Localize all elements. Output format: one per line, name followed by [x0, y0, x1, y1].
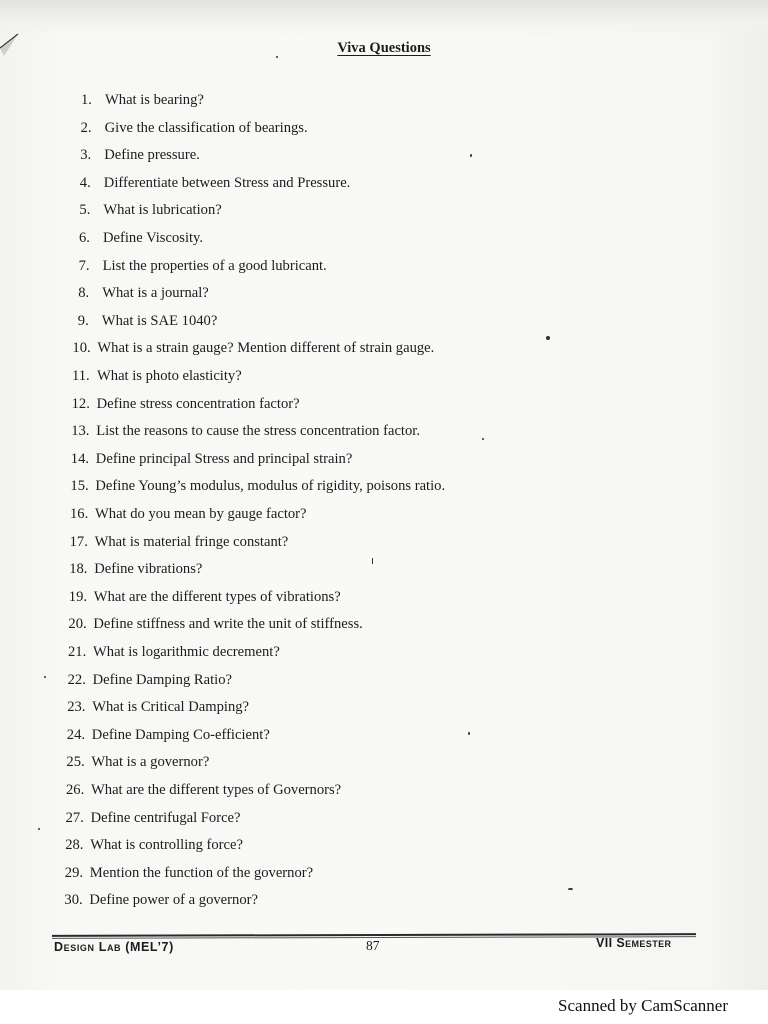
question-text: What is a strain gauge? Mention different of strain gauge. — [97, 340, 435, 357]
scanner-watermark: Scanned by CamScanner — [558, 996, 728, 1015]
question-text: What are the different types of Governors? — [91, 782, 342, 798]
question-number: 6. — [79, 230, 90, 246]
question-number: 25. — [66, 754, 85, 771]
question-item — [78, 284, 209, 302]
question-number: 2. — [80, 119, 92, 136]
question-number: 7. — [78, 257, 90, 274]
question-number: 20. — [68, 616, 87, 633]
question-item — [68, 671, 232, 689]
question-item — [79, 201, 221, 219]
scan-speck — [276, 56, 278, 58]
question-number: 28. — [65, 837, 84, 854]
question-text: Define power of a governor? — [89, 892, 258, 909]
question-number: 27. — [65, 809, 84, 826]
question-text: What do you mean by gauge factor? — [95, 506, 307, 522]
footer-course-name: Design Lab (MEL’7) — [54, 940, 174, 954]
question-text: Define Young’s modulus, modulus of rigidity, poisons ratio. — [95, 478, 446, 495]
question-item — [71, 422, 420, 440]
scan-speck — [546, 336, 550, 340]
question-text: What is bearing? — [105, 92, 204, 108]
question-text: What is lubrication? — [103, 202, 222, 219]
question-number: 24. — [66, 726, 86, 743]
question-text: Differentiate between Stress and Pressure. — [103, 174, 351, 191]
question-number: 22. — [67, 671, 86, 688]
page-title-text: Viva Questions — [337, 40, 431, 56]
question-item — [80, 174, 351, 192]
question-item — [80, 146, 200, 164]
question-text: What are the different types of vibrations? — [93, 588, 341, 605]
question-text: What is SAE 1040? — [101, 312, 218, 329]
question-number: 5. — [79, 202, 91, 219]
question-item — [70, 477, 445, 495]
question-item — [72, 395, 300, 413]
question-text: Define centrifugal Force? — [90, 809, 241, 826]
question-item — [69, 560, 202, 578]
question-item — [72, 367, 242, 385]
question-text: Define stress concentration factor? — [96, 395, 300, 412]
question-text: Give the classification of bearings. — [104, 119, 308, 136]
scan-speck — [44, 676, 46, 678]
question-item — [71, 450, 353, 468]
question-item — [70, 533, 289, 551]
question-item — [66, 809, 241, 827]
question-item — [69, 588, 341, 606]
question-number: 15. — [70, 478, 89, 495]
question-number: 16. — [70, 506, 89, 522]
question-text: What is controlling force? — [90, 837, 243, 854]
question-text: Define Damping Ratio? — [92, 671, 233, 688]
question-text: What is a journal? — [102, 285, 209, 302]
question-item — [78, 312, 218, 330]
question-item — [81, 91, 204, 109]
question-number: 8. — [78, 285, 90, 302]
question-number: 30. — [64, 892, 83, 909]
question-item — [67, 726, 270, 744]
scan-speck — [38, 828, 40, 830]
scan-speck — [568, 888, 573, 890]
question-item — [66, 781, 341, 799]
question-text: What is Critical Damping? — [92, 699, 250, 716]
question-number: 1. — [81, 92, 92, 108]
question-number: 19. — [68, 588, 88, 605]
question-text: Mention the function of the governor? — [89, 864, 314, 881]
question-number: 12. — [71, 395, 90, 412]
question-number: 3. — [80, 147, 92, 164]
question-text: What is logarithmic decrement? — [93, 644, 280, 660]
question-item — [70, 505, 307, 523]
scan-speck — [468, 732, 470, 735]
footer-page-number: 87 — [366, 938, 380, 953]
question-item — [64, 891, 258, 909]
question-number: 10. — [72, 340, 91, 357]
question-text: Define pressure. — [104, 147, 200, 164]
scan-speck — [482, 438, 484, 440]
question-number: 13. — [71, 423, 90, 440]
question-item — [72, 339, 434, 357]
question-item — [79, 229, 203, 247]
question-number: 14. — [70, 450, 90, 467]
question-item — [66, 753, 209, 771]
question-item — [65, 836, 243, 854]
scan-speck — [470, 154, 472, 157]
question-item — [67, 698, 249, 716]
question-item — [68, 643, 280, 661]
question-number: 17. — [69, 533, 88, 550]
question-text: Define Damping Co-efficient? — [91, 726, 270, 743]
question-text: Define Viscosity. — [103, 230, 204, 246]
question-number: 9. — [77, 312, 89, 329]
question-text: Define vibrations? — [94, 561, 203, 578]
question-number: 23. — [67, 699, 86, 716]
question-text: What is a governor? — [91, 754, 210, 771]
page-title — [0, 40, 768, 57]
question-text: What is photo elasticity? — [97, 368, 242, 384]
question-item — [79, 257, 327, 275]
question-number: 11. — [72, 368, 90, 384]
question-number: 18. — [69, 561, 88, 578]
scan-speck — [372, 558, 373, 564]
question-number: 21. — [68, 644, 87, 660]
question-text: What is material fringe constant? — [94, 533, 289, 550]
question-text: List the reasons to cause the stress concentration factor. — [96, 423, 420, 440]
question-text: Define principal Stress and principal strain? — [95, 450, 353, 467]
question-item — [68, 615, 362, 633]
question-number: 26. — [66, 782, 85, 798]
question-item — [65, 864, 313, 882]
page-top-shadow — [0, 0, 768, 36]
question-item — [81, 119, 308, 137]
question-text: List the properties of a good lubricant. — [102, 257, 327, 274]
question-number: 4. — [79, 174, 91, 191]
question-number: 29. — [64, 864, 84, 881]
footer-semester: VII Semester — [596, 936, 672, 950]
question-text: Define stiffness and write the unit of stiffness. — [93, 616, 363, 633]
